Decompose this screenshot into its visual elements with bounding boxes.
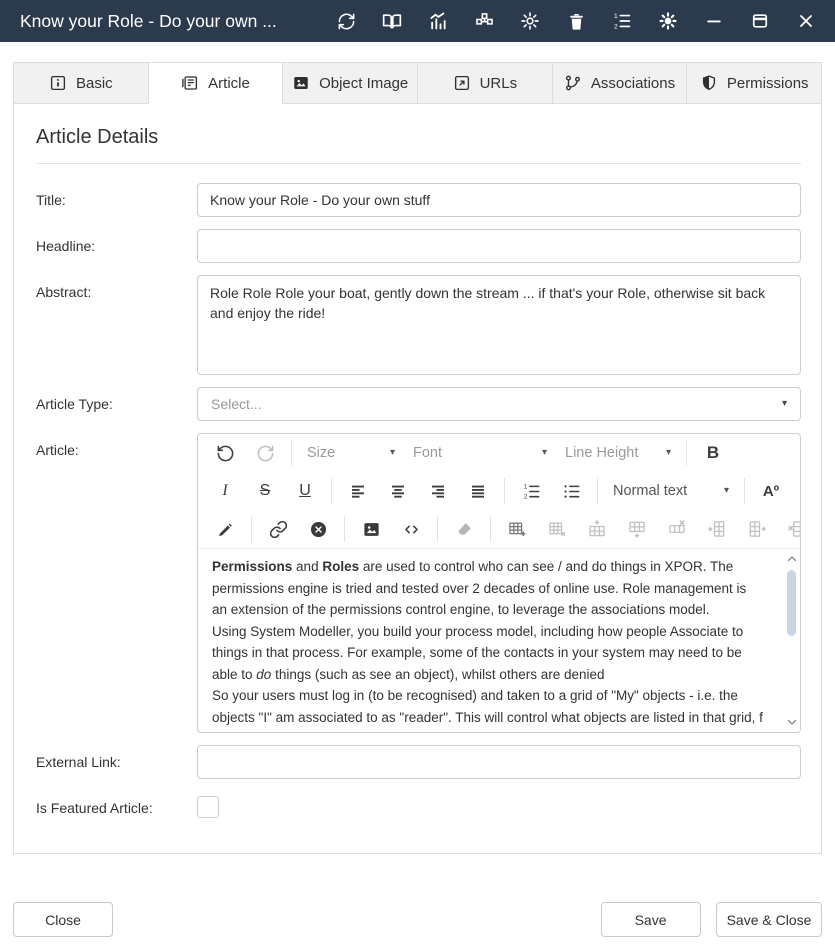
align-left-button[interactable] xyxy=(338,472,378,510)
footer-right-group xyxy=(601,902,822,937)
article-type-select[interactable] xyxy=(197,387,801,421)
delete-row-button xyxy=(657,510,697,548)
chevron-down-icon xyxy=(786,716,798,728)
svg-text:2: 2 xyxy=(523,493,527,501)
headline-row xyxy=(36,229,801,263)
gear-outline-icon xyxy=(520,11,540,31)
delete-table-button xyxy=(537,510,577,548)
insert-table-button[interactable] xyxy=(497,510,537,548)
save-and-close-button[interactable]: Save & Close xyxy=(716,902,822,937)
toolbar-divider xyxy=(686,440,687,466)
tab-object-image[interactable] xyxy=(282,62,418,104)
delete-column-button xyxy=(777,510,801,548)
external-link-icon xyxy=(453,74,471,92)
insert-column-right-button xyxy=(737,510,777,548)
article-panel xyxy=(13,103,822,854)
book-button[interactable] xyxy=(382,11,402,31)
justify-button[interactable] xyxy=(458,472,498,510)
font-size-dropdown[interactable] xyxy=(298,434,404,472)
redo-icon xyxy=(256,444,275,463)
line-height-dropdown[interactable] xyxy=(556,434,680,472)
unlink-icon xyxy=(309,520,328,539)
toolbar-divider xyxy=(437,516,438,542)
undo-icon xyxy=(216,444,235,463)
article-label: Article: xyxy=(36,442,79,458)
diagram-button[interactable] xyxy=(474,11,494,31)
unlink-button[interactable] xyxy=(298,510,338,548)
save-button[interactable]: Save xyxy=(601,902,701,937)
chevron-up-icon xyxy=(786,553,798,565)
paragraph-style-dropdown[interactable] xyxy=(604,472,738,510)
caret-down-icon: ▾ xyxy=(389,447,395,458)
code-view-button[interactable] xyxy=(391,510,431,548)
tab-label: Object Image xyxy=(319,74,409,92)
delete-column-icon xyxy=(787,519,801,539)
ordered-list-icon xyxy=(612,11,632,31)
align-center-button[interactable] xyxy=(378,472,418,510)
tab-label: Article xyxy=(208,74,250,92)
is-featured-label: Is Featured Article: xyxy=(36,800,153,816)
article-icon xyxy=(181,74,199,92)
settings-button[interactable] xyxy=(520,11,540,31)
svg-text:2: 2 xyxy=(614,23,618,31)
bullet-list-button[interactable] xyxy=(551,472,591,510)
article-type-row xyxy=(36,387,801,421)
is-featured-row xyxy=(36,796,801,823)
svg-text:1: 1 xyxy=(523,482,527,490)
toolbar-divider xyxy=(331,478,332,504)
link-button[interactable] xyxy=(258,510,298,548)
article-body-text: Permissions and Roles are used to control who can see / and do things in XPOR. The permissions engine is tried and tested over 2 decades of online use. Role management is an extension of the permissions control engine, to leverage the associations model. Using System Modeller, you build your process model, including how people Associate to things in that process. For example, some of the contacts in your system may need to be able to do things (such as see an object), whilst others are denied So your users must log in (to be recognised) and taken to a grid of "My" objects - i.e. the objects "I" am associated to as "reader". This will control what objects are listed in that grid, f xyxy=(212,559,763,725)
toolbar-divider xyxy=(291,440,292,466)
divider xyxy=(36,163,801,164)
link-icon xyxy=(269,520,288,539)
editor-scrollbar[interactable] xyxy=(783,549,800,732)
ordered-list-button[interactable] xyxy=(612,11,632,31)
is-featured-checkbox[interactable] xyxy=(197,796,219,818)
justify-icon xyxy=(469,482,487,500)
dropdown-label: Line Height xyxy=(565,445,639,461)
font-family-dropdown[interactable] xyxy=(404,434,556,472)
book-icon xyxy=(382,11,402,31)
scrollbar-thumb[interactable] xyxy=(787,570,796,636)
window-titlebar xyxy=(0,0,835,42)
caret-down-icon: ▾ xyxy=(541,447,547,458)
article-row xyxy=(36,433,801,733)
chart-button[interactable] xyxy=(428,11,448,31)
headline-input[interactable] xyxy=(197,229,801,263)
highlight-button[interactable] xyxy=(205,510,245,548)
insert-table-icon xyxy=(507,519,527,539)
editor-content[interactable] xyxy=(198,548,800,732)
select-placeholder: Select... xyxy=(211,396,262,412)
info-icon xyxy=(49,74,67,92)
insert-row-above-icon xyxy=(587,519,607,539)
image-icon xyxy=(292,74,310,92)
ordered-list-button[interactable] xyxy=(511,472,551,510)
scroll-up-button[interactable] xyxy=(786,553,798,565)
caret-down-icon: ▾ xyxy=(723,485,729,496)
dropdown-label: Font xyxy=(413,445,443,461)
delete-table-icon xyxy=(547,519,567,539)
article-type-label: Article Type: xyxy=(36,396,113,412)
tab-urls[interactable] xyxy=(417,62,553,104)
font-color-button[interactable]: Aº xyxy=(762,482,780,500)
shield-icon xyxy=(700,74,718,92)
tab-label: URLs xyxy=(479,74,518,92)
diagram-icon xyxy=(475,12,494,31)
minimize-button[interactable] xyxy=(704,11,724,31)
eraser-button xyxy=(444,510,484,548)
toolbar-divider xyxy=(504,478,505,504)
scroll-down-button[interactable] xyxy=(786,716,798,728)
gear-icon xyxy=(658,11,678,31)
tab-basic[interactable] xyxy=(13,62,149,104)
abstract-textarea[interactable] xyxy=(197,275,801,375)
trash-icon xyxy=(567,12,586,31)
ordered-list-icon xyxy=(522,482,541,501)
delete-button[interactable] xyxy=(566,11,586,31)
toolbar-divider xyxy=(490,516,491,542)
tab-label: Permissions xyxy=(726,74,809,92)
insert-row-below-button xyxy=(617,510,657,548)
svg-text:1: 1 xyxy=(614,12,618,20)
editor-toolbar-row-3 xyxy=(198,510,800,548)
refresh-button[interactable] xyxy=(336,11,356,31)
maximize-icon xyxy=(750,11,770,31)
minimize-icon xyxy=(704,11,724,31)
tab-strip xyxy=(13,62,822,104)
tab-permissions[interactable] xyxy=(686,62,822,104)
insert-row-below-icon xyxy=(627,519,647,539)
dropdown-label: Size xyxy=(307,445,336,461)
page-title: Article Details xyxy=(36,126,159,148)
abstract-label: Abstract: xyxy=(36,284,92,300)
gear-button[interactable] xyxy=(658,11,678,31)
align-left-icon xyxy=(349,482,367,500)
caret-down-icon: ▾ xyxy=(665,447,671,458)
underline-button[interactable]: U xyxy=(299,482,311,499)
editor-toolbar-row-2 xyxy=(198,472,800,510)
insert-column-left-icon xyxy=(707,519,727,539)
redo-button xyxy=(245,434,285,472)
italic-button[interactable]: I xyxy=(222,482,228,499)
dialog-footer xyxy=(13,902,822,937)
align-center-icon xyxy=(389,482,407,500)
delete-row-icon xyxy=(667,519,687,539)
tab-label: Basic xyxy=(75,74,113,92)
tab-associations[interactable] xyxy=(552,62,688,104)
editor-toolbar-row-1 xyxy=(198,434,800,472)
caret-down-icon: ▾ xyxy=(781,398,787,409)
chart-icon xyxy=(428,11,448,31)
align-right-icon xyxy=(429,482,447,500)
insert-row-above-button xyxy=(577,510,617,548)
image-icon xyxy=(362,520,381,539)
dropdown-label: Normal text xyxy=(613,483,688,499)
abstract-row xyxy=(36,275,801,375)
undo-button[interactable] xyxy=(205,434,245,472)
close-window-button[interactable] xyxy=(796,11,816,31)
toolbar-divider xyxy=(597,478,598,504)
external-link-input[interactable] xyxy=(197,745,801,779)
title-row xyxy=(36,183,801,217)
eraser-icon xyxy=(455,520,474,539)
headline-label: Headline: xyxy=(36,238,96,254)
maximize-button[interactable] xyxy=(750,11,770,31)
refresh-icon xyxy=(337,12,356,31)
bold-button[interactable]: B xyxy=(706,443,720,462)
title-label: Title: xyxy=(36,192,66,208)
insert-column-right-icon xyxy=(747,519,767,539)
insert-image-button[interactable] xyxy=(351,510,391,548)
insert-column-left-button xyxy=(697,510,737,548)
external-link-row xyxy=(36,745,801,779)
rich-text-editor xyxy=(197,433,801,733)
strikethrough-button[interactable]: S xyxy=(259,482,271,499)
branch-icon xyxy=(564,74,582,92)
title-input[interactable] xyxy=(197,183,801,217)
close-icon xyxy=(796,11,816,31)
highlighter-icon xyxy=(216,520,235,539)
external-link-label: External Link: xyxy=(36,754,121,770)
align-right-button[interactable] xyxy=(418,472,458,510)
toolbar-divider xyxy=(744,478,745,504)
toolbar-divider xyxy=(344,516,345,542)
tab-article[interactable] xyxy=(148,62,284,104)
window-title: Know your Role - Do your own ... xyxy=(20,10,277,31)
tab-label: Associations xyxy=(590,74,676,92)
code-icon xyxy=(402,520,421,539)
close-button[interactable]: Close xyxy=(13,902,113,937)
bullet-list-icon xyxy=(562,482,581,501)
toolbar-divider xyxy=(251,516,252,542)
